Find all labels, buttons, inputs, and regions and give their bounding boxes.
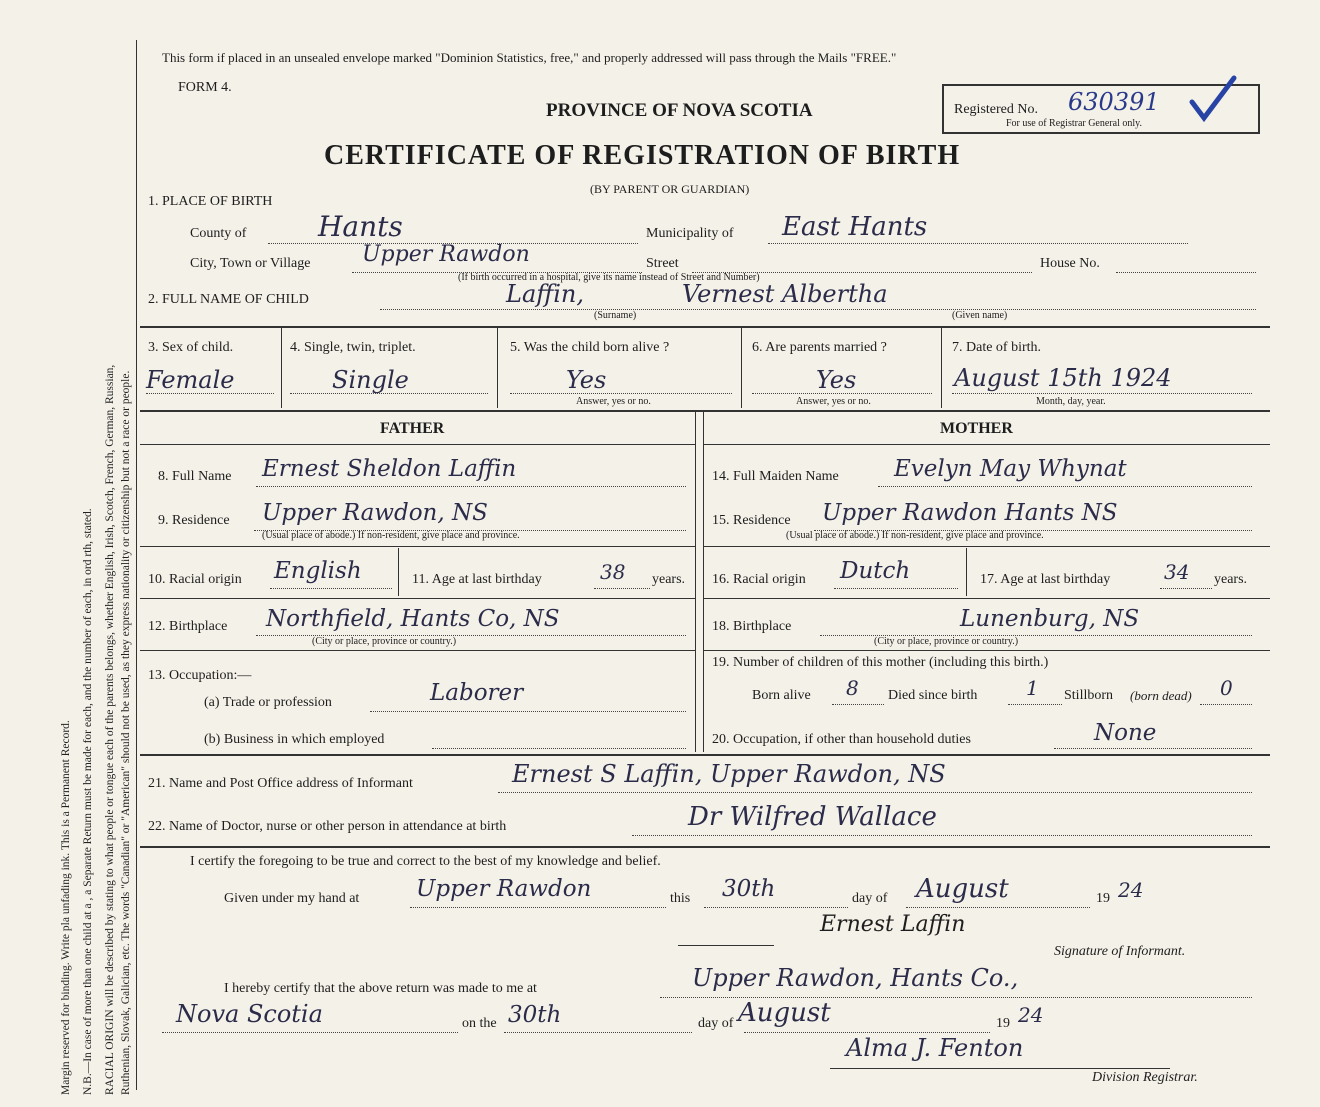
child-given-name: Vernest Albertha (682, 280, 888, 308)
registrar-place-value: Upper Rawdon, Hants Co., (692, 964, 1019, 992)
place-of-birth-label: 1. PLACE OF BIRTH (148, 194, 273, 209)
born-alive-value: 8 (846, 676, 859, 700)
registration-box (942, 84, 1260, 134)
given-caption: (Given name) (952, 310, 1008, 321)
informant-signature-caption: Signature of Informant. (1054, 944, 1186, 959)
mother-age-value: 34 (1164, 560, 1190, 584)
dob-caption: Month, day, year. (1036, 396, 1106, 407)
married-caption: Answer, yes or no. (796, 396, 871, 407)
father-race-label: 10. Racial origin (148, 572, 242, 587)
city-value: Upper Rawdon (362, 242, 530, 267)
registrar-day-value: 30th (508, 1002, 562, 1028)
father-birthplace-value: Northfield, Hants Co, NS (266, 606, 560, 632)
mother-race-label: 16. Racial origin (712, 572, 806, 587)
alive-label: 5. Was the child born alive ? (510, 340, 670, 355)
married-value: Yes (816, 366, 857, 394)
given-month-value: August (916, 874, 1009, 904)
father-business-label: (b) Business in which employed (204, 732, 385, 747)
mother-residence-value: Upper Rawdon Hants NS (822, 500, 1118, 526)
municipality-label: Municipality of (646, 226, 734, 241)
certificate-subtitle: (BY PARENT OR GUARDIAN) (590, 182, 750, 196)
registrar-note: For use of Registrar General only. (1006, 118, 1142, 129)
given-year-value: 24 (1118, 878, 1144, 902)
side-note-3: RACIAL ORIGIN will be described by stating to what people or tongue each of the parents belongs, whether English, Irish, Scotch, French, German, Russian, (104, 364, 116, 1095)
plurality-label: 4. Single, twin, triplet. (290, 340, 416, 355)
sex-value: Female (146, 366, 235, 394)
father-trade-value: Laborer (430, 680, 524, 706)
alive-caption: Answer, yes or no. (576, 396, 651, 407)
municipality-value: East Hants (782, 212, 928, 242)
checkmark-icon (1188, 72, 1238, 128)
form-number: FORM 4. (178, 80, 232, 95)
side-note-2: N.B.—In case of more than one child at a , a Separate Return must be made for each, and the number of each, in ord rth, stated. (82, 508, 94, 1095)
doctor-label: 22. Name of Doctor, nurse or other person in attendance at birth (148, 819, 507, 834)
stillborn-label: Stillborn (1064, 688, 1114, 703)
given-under-label: Given under my hand at (224, 891, 360, 906)
father-trade-label: (a) Trade or profession (204, 695, 332, 710)
certificate-title: CERTIFICATE OF REGISTRATION OF BIRTH (324, 140, 961, 171)
doctor-value: Dr Wilfred Wallace (688, 802, 937, 832)
father-occupation-label: 13. Occupation:— (148, 668, 252, 683)
father-name-value: Ernest Sheldon Laffin (262, 456, 517, 482)
mother-birthplace-caption: (City or place, province or country.) (874, 636, 1019, 647)
father-residence-label: 9. Residence (158, 513, 230, 528)
dob-label: 7. Date of birth. (952, 340, 1042, 355)
born-alive-label: Born alive (752, 688, 811, 703)
mother-residence-caption: (Usual place of abode.) If non-resident, give place and province. (786, 530, 1044, 541)
county-value: Hants (318, 210, 403, 243)
registrar-day-of-label: day of (698, 1016, 734, 1031)
county-label: County of (190, 226, 247, 241)
father-age-unit: years. (652, 572, 686, 587)
father-birthplace-label: 12. Birthplace (148, 619, 228, 634)
registrar-province-value: Nova Scotia (176, 1000, 323, 1028)
father-age-value: 38 (600, 560, 626, 584)
child-name-label: 2. FULL NAME OF CHILD (148, 292, 309, 307)
died-label: Died since birth (888, 688, 978, 703)
dob-value: August 15th 1924 (954, 364, 1172, 392)
province-heading: PROVINCE OF NOVA SCOTIA (546, 100, 813, 121)
surname-caption: (Surname) (594, 310, 637, 321)
on-the-label: on the (462, 1016, 497, 1031)
stillborn-value: 0 (1220, 676, 1233, 700)
mother-name-label: 14. Full Maiden Name (712, 469, 839, 484)
registered-number: 630391 (1068, 88, 1160, 116)
father-birthplace-caption: (City or place, province or country.) (312, 636, 457, 647)
registrar-month-value: August (738, 998, 831, 1028)
child-surname: Laffin, (506, 280, 585, 308)
registrar-signature-caption: Division Registrar. (1092, 1070, 1198, 1085)
registrar-year-value: 24 (1018, 1003, 1044, 1027)
city-label: City, Town or Village (190, 256, 311, 271)
plurality-value: Single (332, 366, 409, 394)
father-heading: FATHER (380, 420, 445, 437)
mother-name-value: Evelyn May Whynat (894, 456, 1127, 482)
father-name-label: 8. Full Name (158, 469, 232, 484)
mother-residence-label: 15. Residence (712, 513, 791, 528)
stillborn-note: (born dead) (1130, 688, 1192, 703)
father-residence-value: Upper Rawdon, NS (262, 500, 488, 526)
mother-race-value: Dutch (840, 558, 911, 584)
registered-label: Registered No. (954, 102, 1038, 117)
registrar-statement: I hereby certify that the above return was made to me at (224, 981, 537, 996)
father-age-label: 11. Age at last birthday (412, 572, 542, 587)
died-value: 1 (1026, 676, 1039, 700)
given-day-of-label: day of (852, 891, 888, 906)
hospital-note: (If birth occurred in a hospital, give its name instead of Street and Number) (458, 272, 760, 283)
side-note-4: Ruthenian, Slovak, Galician, etc. The words "Canadian" or "American" should not be used, as they express nationality or citizenship but not a race or people. (120, 370, 132, 1095)
sex-label: 3. Sex of child. (148, 340, 234, 355)
margin-rule (136, 40, 137, 1090)
mother-heading: MOTHER (940, 420, 1013, 437)
mother-age-unit: years. (1214, 572, 1248, 587)
mother-birthplace-label: 18. Birthplace (712, 619, 792, 634)
mother-occupation-label: 20. Occupation, if other than household duties (712, 732, 971, 747)
mail-notice: This form if placed in an unsealed envelope marked "Dominion Statistics, free," and properly addressed will pass through the Mails "FREE." (162, 50, 897, 65)
mother-occupation-value: None (1094, 720, 1157, 746)
married-label: 6. Are parents married ? (752, 340, 887, 355)
mother-age-label: 17. Age at last birthday (980, 572, 1111, 587)
house-label: House No. (1040, 256, 1100, 271)
informant-signature: Ernest Laffin (820, 912, 966, 937)
informant-label: 21. Name and Post Office address of Informant (148, 776, 413, 791)
certify-statement: I certify the foregoing to be true and correct to the best of my knowledge and belief. (190, 854, 661, 869)
given-day-value: 30th (722, 876, 776, 902)
street-label: Street (646, 256, 679, 271)
father-race-value: English (274, 558, 362, 584)
father-residence-caption: (Usual place of abode.) If non-resident, give place and province. (262, 530, 520, 541)
side-note-1: Margin reserved for binding. Write pla unfading ink. This is a Permanent Record. (60, 720, 72, 1095)
informant-value: Ernest S Laffin, Upper Rawdon, NS (512, 760, 946, 788)
alive-value: Yes (566, 366, 607, 394)
given-year-prefix: 19 (1096, 891, 1110, 906)
this-label: this (670, 891, 691, 906)
given-place-value: Upper Rawdon (416, 876, 592, 902)
registrar-signature: Alma J. Fenton (846, 1034, 1024, 1062)
mother-birthplace-value: Lunenburg, NS (960, 606, 1140, 632)
registrar-year-prefix: 19 (996, 1016, 1010, 1031)
mother-children-label: 19. Number of children of this mother (including this birth.) (712, 655, 1049, 670)
